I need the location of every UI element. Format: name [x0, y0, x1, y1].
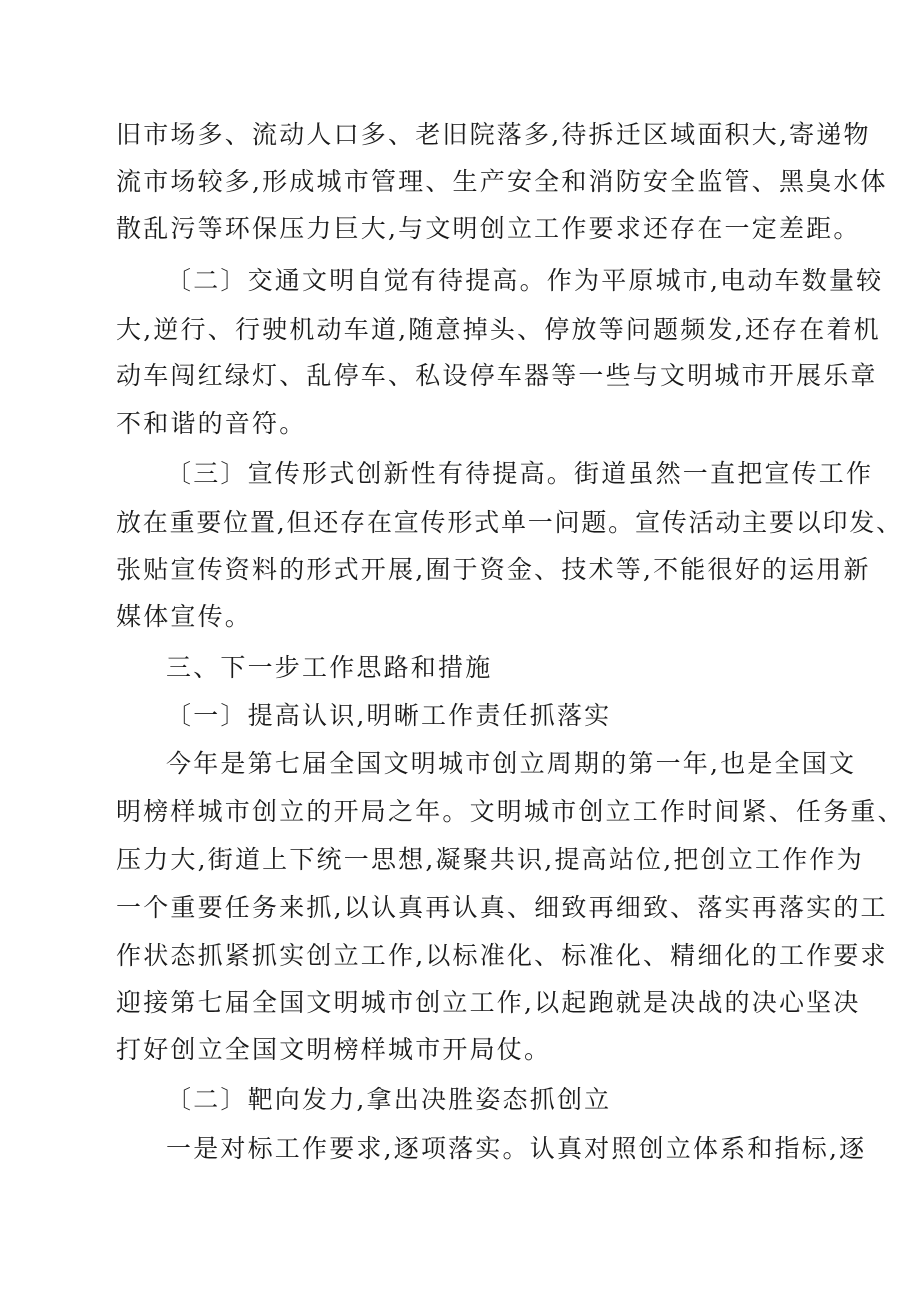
text-line: 大,逆行、行驶机动车道,随意掉头、停放等问题频发,还存在着机 [116, 315, 881, 344]
subsection-heading: 〔二〕靶向发力,拿出决胜姿态抓创立 [166, 1085, 612, 1114]
subsection-heading: 〔一〕提高认识,明晰工作责任抓落实 [166, 701, 612, 730]
paragraph-start: 一是对标工作要求,逐项落实。认真对照创立体系和指标,逐 [166, 1134, 867, 1163]
text-line: 作状态抓紧抓实创立工作,以标准化、标准化、精细化的工作要求 [116, 941, 888, 970]
text-line: 放在重要位置,但还存在宣传形式单一问题。宣传活动主要以印发、 [116, 508, 903, 537]
text-line: 媒体宣传。 [116, 602, 253, 631]
paragraph-heading: 〔二〕交通文明自觉有待提高。作为平原城市,电动车数量较 [166, 266, 884, 295]
paragraph-start: 今年是第七届全国文明城市创立周期的第一年,也是全国文 [166, 749, 857, 778]
text-line: 散乱污等环保压力巨大,与文明创立工作要求还存在一定差距。 [116, 214, 861, 243]
text-line: 张贴宣传资料的形式开展,囿于资金、技术等,不能很好的运用新 [116, 555, 871, 584]
text-line: 动车闯红绿灯、乱停车、私设停车器等一些与文明城市开展乐章 [116, 361, 878, 390]
text-line: 旧市场多、流动人口多、老旧院落多,待拆迁区域面积大,寄递物 [116, 120, 871, 149]
text-line: 迎接第七届全国文明城市创立工作,以起跑就是决战的决心坚决 [116, 988, 861, 1017]
text-line: 明榜样城市创立的开局之年。文明城市创立工作时间紧、任务重、 [116, 797, 905, 826]
text-line: 压力大,街道上下统一思想,凝聚共识,提高站位,把创立工作作为 [116, 845, 864, 874]
text-line: 打好创立全国文明榜样城市开局仗。 [116, 1035, 552, 1064]
text-line: 一个重要任务来抓,以认真再认真、细致再细致、落实再落实的工 [116, 893, 888, 922]
section-heading: 三、下一步工作思路和措施 [166, 653, 493, 682]
text-line: 不和谐的音符。 [116, 409, 307, 438]
text-line: 流市场较多,形成城市管理、生产安全和消防安全监管、黑臭水体 [116, 167, 888, 196]
paragraph-heading: 〔三〕宣传形式创新性有待提高。街道虽然一直把宣传工作 [166, 459, 874, 488]
